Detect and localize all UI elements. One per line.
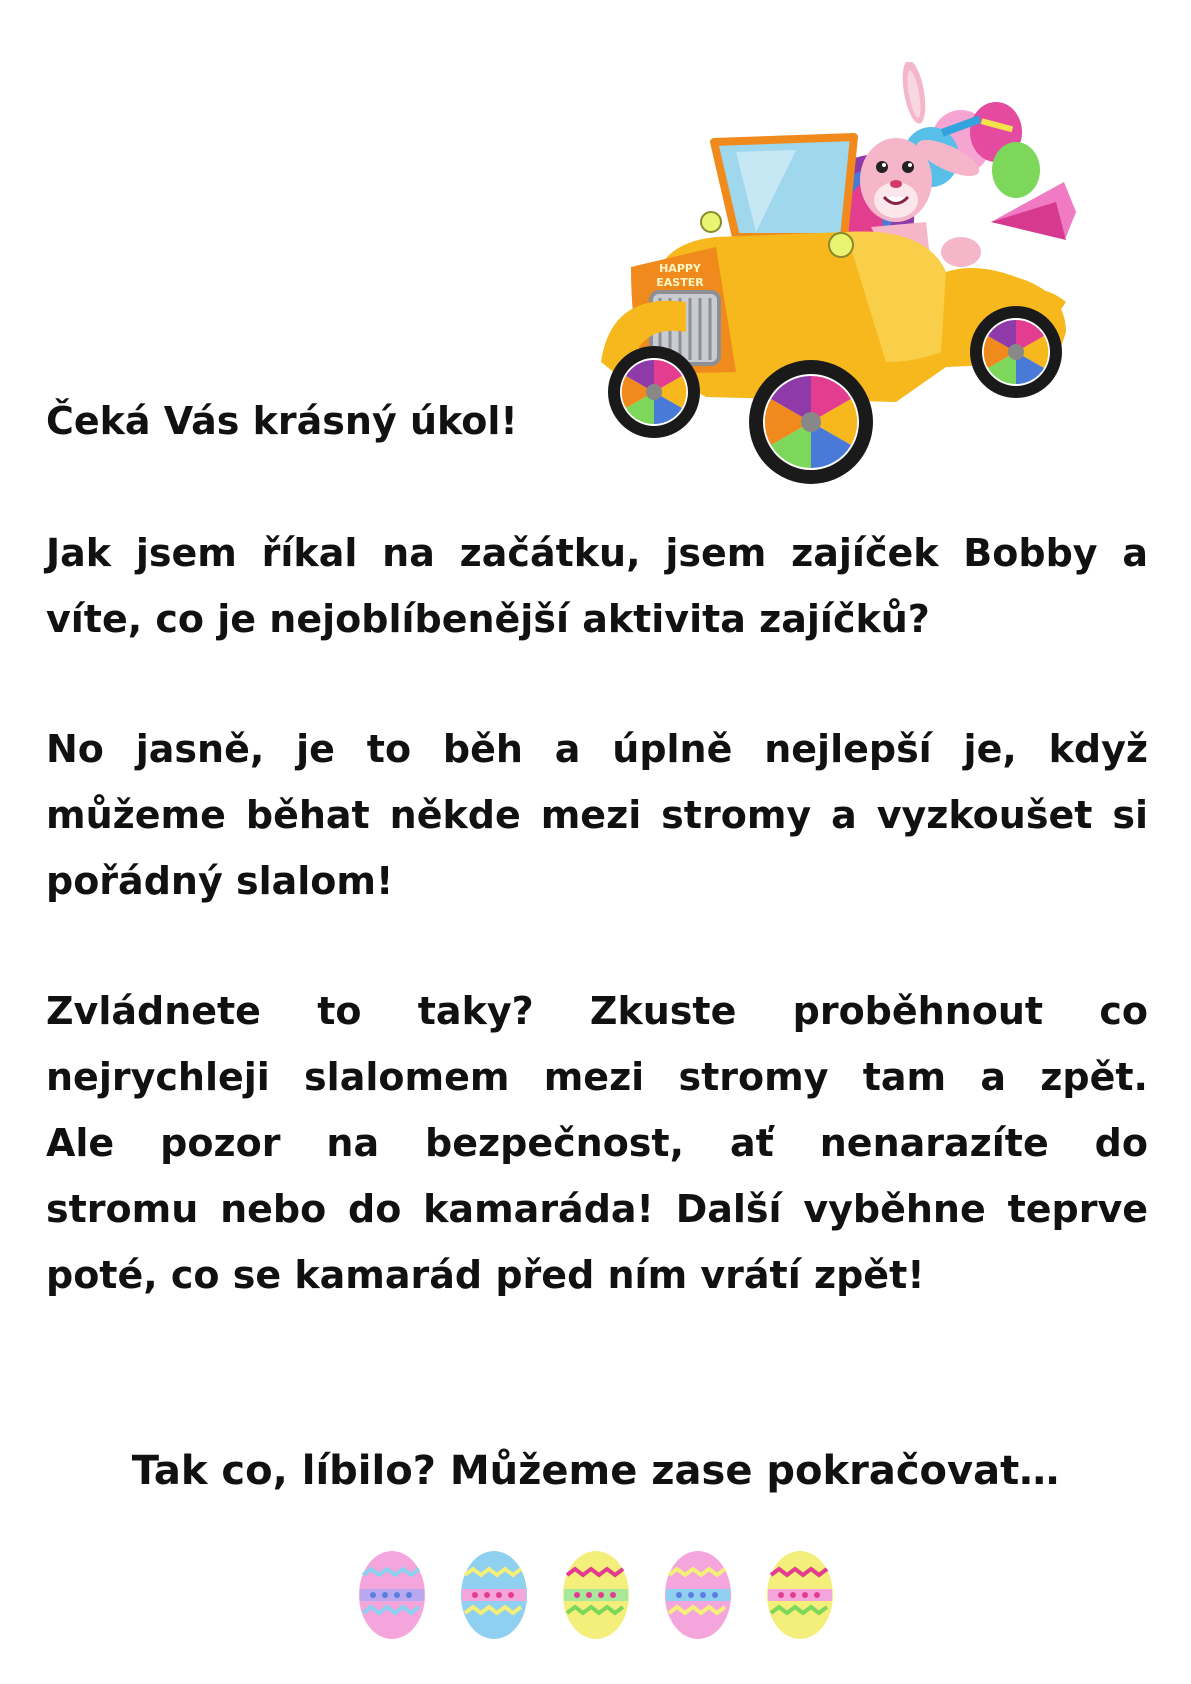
easter-egg-icon xyxy=(561,1543,631,1641)
paragraph-line: Zvládnete to taky? Zkuste proběhnout co xyxy=(46,989,1148,1033)
easter-egg-icon xyxy=(765,1543,835,1641)
paragraph-line: pořádný slalom! xyxy=(46,859,394,903)
svg-text:EASTER: EASTER xyxy=(656,276,704,289)
paragraph-line: Ale pozor na bezpečnost, ať nenarazíte do xyxy=(46,1121,1148,1165)
closing-line: Tak co, líbilo? Můžeme zase pokračovat… xyxy=(131,1448,1060,1494)
paragraph-line: No jasně, je to běh a úplně nejlepší je, když xyxy=(46,727,1148,771)
paragraph-line: víte, co je nejoblíbenější aktivita zajíčků? xyxy=(46,597,930,641)
paragraph-intro xyxy=(46,520,1148,652)
rear-wheel xyxy=(970,306,1062,398)
happy-easter-sign xyxy=(656,262,704,289)
svg-text:HAPPY: HAPPY xyxy=(659,262,701,275)
easter-egg-icon xyxy=(459,1543,529,1641)
paragraph-line: stromu nebo do kamaráda! Další vyběhne teprve xyxy=(46,1187,1148,1231)
paragraph-line: můžeme běhat někde mezi stromy a vyzkoušet si xyxy=(46,793,1148,837)
paragraph-line: Jak jsem říkal na začátku, jsem zajíček Bobby a xyxy=(46,531,1148,575)
decorative-eggs-row xyxy=(0,1543,1191,1641)
easter-egg-icon xyxy=(357,1543,427,1641)
paragraph-line: poté, co se kamarád před ním vrátí zpět! xyxy=(46,1253,925,1297)
paragraph-line: nejrychleji slalomem mezi stromy tam a zpět. xyxy=(46,1055,1148,1099)
paragraph-running xyxy=(46,716,1148,914)
easter-egg-icon xyxy=(663,1543,733,1641)
paragraph-task xyxy=(46,978,1148,1308)
heading: Čeká Vás krásný úkol! xyxy=(46,399,518,443)
